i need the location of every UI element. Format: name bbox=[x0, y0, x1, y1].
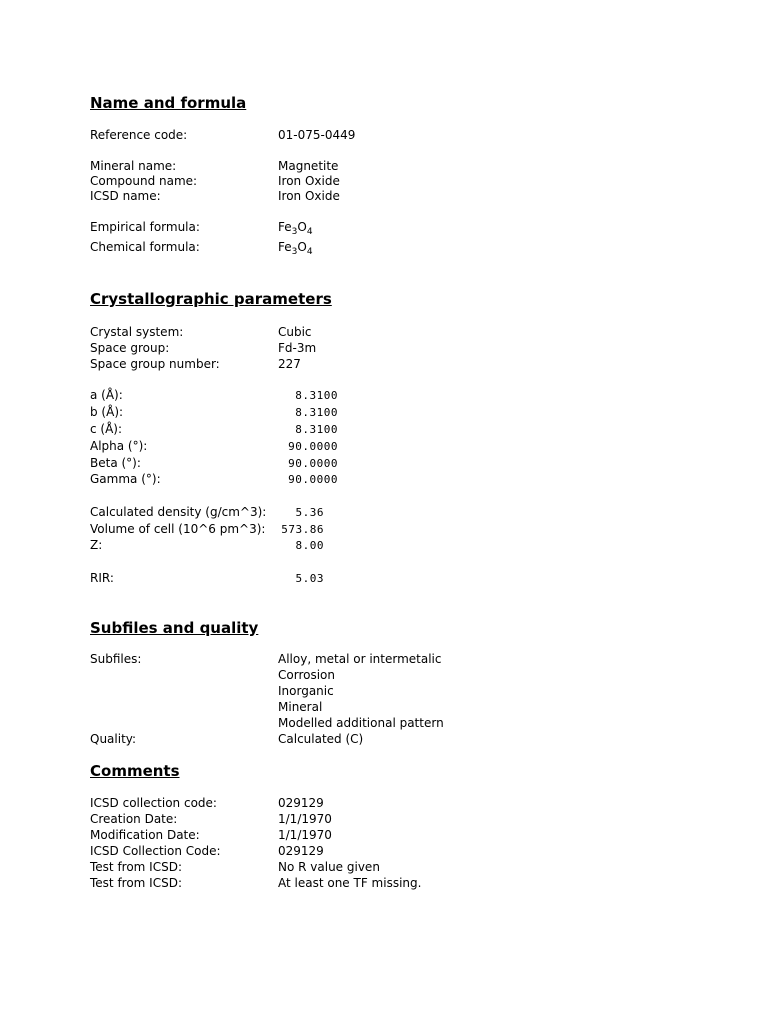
field-label: Subfiles: bbox=[90, 652, 142, 666]
field-b bbox=[90, 404, 690, 420]
field-label: Test from ICSD: bbox=[90, 876, 183, 890]
field-label: ICSD collection code: bbox=[90, 796, 217, 810]
field-icsd-collection-code bbox=[90, 795, 690, 811]
field-label: RIR: bbox=[90, 571, 114, 585]
field-value: 1/1/1970 bbox=[278, 828, 332, 842]
field-value: Calculated (C) bbox=[278, 732, 364, 746]
section-title-crystallographic: Crystallographic parameters bbox=[90, 290, 332, 308]
field-label: Beta (°): bbox=[90, 456, 141, 470]
field-value: Magnetite bbox=[278, 159, 339, 173]
field-label: Z: bbox=[90, 538, 103, 552]
section-title-comments: Comments bbox=[90, 762, 180, 780]
field-modification-date bbox=[90, 827, 690, 843]
field-z bbox=[90, 537, 690, 553]
field-label: Quality: bbox=[90, 732, 137, 746]
field-quality bbox=[90, 731, 690, 747]
field-subfiles-cont bbox=[90, 715, 690, 731]
formula-value: $Fe_3O_4$ bbox=[278, 220, 313, 237]
field-space-group-number bbox=[90, 356, 690, 372]
field-label: Space group: bbox=[90, 341, 170, 355]
field-label: Reference code: bbox=[90, 128, 188, 142]
subfile-item: Corrosion bbox=[278, 668, 335, 682]
field-space-group bbox=[90, 340, 690, 356]
field-label: Creation Date: bbox=[90, 812, 178, 826]
field-a bbox=[90, 387, 690, 403]
field-label: a (Å): bbox=[90, 388, 123, 402]
field-value: Iron Oxide bbox=[278, 189, 340, 203]
field-value: Cubic bbox=[278, 325, 312, 339]
field-c bbox=[90, 421, 690, 437]
section-title-subfiles: Subfiles and quality bbox=[90, 619, 259, 637]
field-subfiles-cont bbox=[90, 667, 690, 683]
field-value: 8.3100 bbox=[295, 406, 338, 419]
field-value: 90.0000 bbox=[288, 440, 338, 453]
field-value: No R value given bbox=[278, 860, 380, 874]
field-beta bbox=[90, 455, 690, 471]
subfile-item: Modelled additional pattern bbox=[278, 716, 444, 730]
field-label: Empirical formula: bbox=[90, 220, 200, 234]
field-calculated-density bbox=[90, 504, 690, 520]
field-value: 90.0000 bbox=[288, 473, 338, 486]
field-value: 227 bbox=[278, 357, 301, 371]
field-label: Alpha (°): bbox=[90, 439, 148, 453]
subfile-item: Inorganic bbox=[278, 684, 334, 698]
field-value: 01-075-0449 bbox=[278, 128, 356, 142]
field-label: Test from ICSD: bbox=[90, 860, 183, 874]
field-label: Volume of cell (10^6 pm^3): bbox=[90, 522, 266, 536]
field-subfiles-cont bbox=[90, 699, 690, 715]
field-value: 573.86 bbox=[281, 523, 324, 536]
field-label: Calculated density (g/cm^3): bbox=[90, 505, 267, 519]
field-label: Compound name: bbox=[90, 174, 198, 188]
field-reference-code bbox=[90, 127, 690, 143]
field-icsd-collection-code-2 bbox=[90, 843, 690, 859]
field-test-from-icsd-1 bbox=[90, 859, 690, 875]
field-value: 5.03 bbox=[295, 572, 324, 585]
field-mineral-name bbox=[90, 158, 690, 174]
field-icsd-name bbox=[90, 188, 690, 204]
field-creation-date bbox=[90, 811, 690, 827]
field-label: Gamma (°): bbox=[90, 472, 161, 486]
field-value: 8.3100 bbox=[295, 423, 338, 436]
field-value: Fd-3m bbox=[278, 341, 317, 355]
field-label: Modification Date: bbox=[90, 828, 200, 842]
field-value: At least one TF missing. bbox=[278, 876, 422, 890]
field-label: ICSD name: bbox=[90, 189, 161, 203]
field-crystal-system bbox=[90, 324, 690, 340]
field-label: Crystal system: bbox=[90, 325, 184, 339]
field-label: Mineral name: bbox=[90, 159, 177, 173]
field-value: 029129 bbox=[278, 796, 324, 810]
field-value: Iron Oxide bbox=[278, 174, 340, 188]
field-label: b (Å): bbox=[90, 405, 124, 419]
field-label: ICSD Collection Code: bbox=[90, 844, 221, 858]
field-value: 8.3100 bbox=[295, 389, 338, 402]
field-chemical-formula bbox=[90, 239, 690, 255]
field-label: Chemical formula: bbox=[90, 240, 200, 254]
field-empirical-formula bbox=[90, 219, 690, 235]
field-compound-name bbox=[90, 173, 690, 189]
field-volume-of-cell bbox=[90, 521, 690, 537]
field-rir bbox=[90, 570, 690, 586]
field-value: 029129 bbox=[278, 844, 324, 858]
field-value: 90.0000 bbox=[288, 457, 338, 470]
subfile-item: Mineral bbox=[278, 700, 323, 714]
field-value: 5.36 bbox=[295, 506, 324, 519]
formula-value: $Fe_3O_4$ bbox=[278, 240, 313, 257]
field-alpha bbox=[90, 438, 690, 454]
subfile-item: Alloy, metal or intermetalic bbox=[278, 652, 442, 666]
field-subfiles bbox=[90, 651, 690, 667]
field-value: 8.00 bbox=[295, 539, 324, 552]
field-label: c (Å): bbox=[90, 422, 123, 436]
field-subfiles-cont bbox=[90, 683, 690, 699]
field-gamma bbox=[90, 471, 690, 487]
field-label: Space group number: bbox=[90, 357, 220, 371]
section-title-name-formula: Name and formula bbox=[90, 94, 247, 112]
field-value: 1/1/1970 bbox=[278, 812, 332, 826]
field-test-from-icsd-2 bbox=[90, 875, 690, 891]
